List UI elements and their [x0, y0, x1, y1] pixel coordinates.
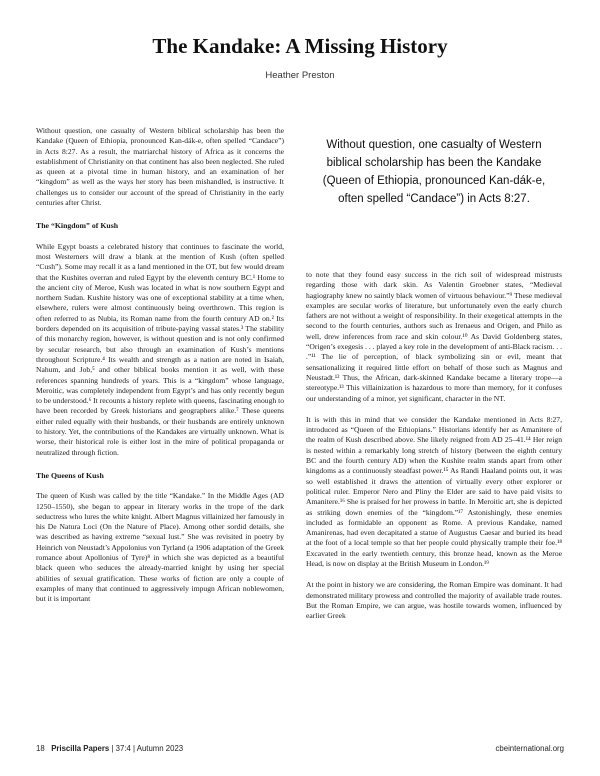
right-paragraph-1: to note that they found easy success in the rich soil of widespread mistrusts regarding those with dark skin. As Valentin Groebner states, “Medieval hagiography knew no saintly black women of virtuous behaviour.”⁹ These medieval examples are secular works of literature, but unfortunately even the early church fathers are not without a weight of responsibility. In their exegetical attempts in the second to the fourth centuries, authors such as Irenaeus and Origen, and Philo as well, drew inferences from race and skin colour.¹⁰ As David Goldenberg states, “Origen’s exegesis . . . played a key role in the development of anti-Black racism. . . .”¹¹ The lie of perception, of black symbolizing sin or evil, meant that sensationalizing it required little effort on behalf of those such as Magnus and Neustadt.¹² Thus, the African, dark-skinned Kandake became a literary trope—a stereotype.¹³ This villainization is hazardous to more than memory, for it confuses our understanding of a minor, yet significant, character in the NT.: [306, 270, 562, 403]
page-number: 18: [36, 744, 45, 753]
intro-paragraph: Without question, one casualty of Western biblical scholarship has been the Kandake (Queen of Ethiopia, pronounced Kan-dák-e, often spelled “Candace”) in Acts 8:27. As a result, the matriarchal history of Africa as it concerns the establishment of Christianity on that continent has also been neglected. She ruled as queen at a pivotal time in human history, and an examination of her “kingdom” as well as the ways her story has been mishandled, is instructive. It challenges us to consider our account of the spread of Christianity in the early centuries after Christ.: [36, 126, 284, 208]
kingdom-paragraph: While Egypt boasts a celebrated history that continues to fascinate the world, most Westerners will draw a blank at the mention of Kush (often spelled “Cush”). Some may recall it as a land mentioned in the OT, but few would dream that the Kushites overran and ruled Egypt by the eleventh century BC.¹ Home to the ancient city of Meroe, Kush was located in what is now southern Egypt and northern Sudan. Kushite history was one of exceptional stability at a time when, elsewhere, rulers were almost continuously being overthrown. This region is often referred to as Nubia, its Roman name from the fourth century AD on.² Its borders depended on its acquisition of tribute-paying vassal states.³ The stability of this monarchy region, however, is without question and is not only confirmed by secular research, but also through an examination of Kush’s mentions throughout Scripture.⁴ Its wealth and strength as a nation are noted in Isaiah, Nahum, and Job,⁵ and other biblical books mention it as well, with these references spanning hundreds of years. This is a “kingdom” whose language, Meroitic, was completely independent from Egypt’s and has only recently begun to be understood.⁶ It recounts a history replete with queens, fascinating enough to have been recorded by Greek historians and geographers alike.⁷ These queens either ruled equally with their husbands, or their husbands are entirely unknown to history. Yet, the contributions of the Kandakes are virtually unknown. What is worse, their historical role is either lost in the mire of political propaganda or neutralized through fiction.: [36, 241, 284, 457]
right-paragraph-2: It is with this in mind that we consider the Kandake mentioned in Acts 8:27, introduced as “Queen of the Ethiopians.” Historians identify her as Amanitere of the realm of Kush described above. She likely reigned from AD 25–41.¹⁴ Her reign is nested within a remarkably long stretch of history (between the eighth century BC and the fourth century AD) when the Kushite realm stands apart from other kingdoms as a continuously steadfast power.¹⁵ As Randi Haaland points out, it was so well established it draws the attention of virtually every other explorer or political ruler. Emperor Nero and Pliny the Elder are said to have paid visits to Amanitere.¹⁶ She is praised for her prowess in battle. In Meroitic art, she is depicted as striking down enemies of the “kingdom.”¹⁷ Astonishingly, these enemies included as formidable an opponent as Rome. A previous Kandake, named Amanirenas, had even decapitated a statue of Augustus Caesar and buried its head at the foot of a local temple so that her people could physically trample their foe.¹⁸ Excavated in the early twentieth century, this bronze head, known as the Meroe Head, is now on display at the British Museum in London.¹⁹: [306, 414, 562, 569]
section-heading-kingdom: The “Kingdom” of Kush: [36, 221, 119, 231]
section-heading-queens: The Queens of Kush: [36, 470, 104, 480]
article-title: The Kandake: A Missing History: [152, 34, 448, 58]
pull-quote: Without question, one casualty of Western biblical scholarship has been the Kandake (Queen of Ethiopia, pronounced Kan-dák-e, often spelled “Candace”) in Acts 8:27.: [322, 139, 546, 205]
left-column: [36, 126, 284, 615]
right-paragraph-3: At the point in history we are considering, the Roman Empire was dominant. It had demonstrated military prowess and controlled the majority of available trade routes. But the Roman Empire, we can argue, was hostile towards women, influenced by earlier Greek: [306, 580, 562, 621]
footer-left: [36, 744, 183, 753]
article-author: Heather Preston: [265, 70, 335, 81]
journal-issue: | 37:4 | Autumn 2023: [111, 744, 184, 753]
journal-name: Priscilla Papers: [51, 744, 110, 753]
footer-website[interactable]: cbeinternational.org: [495, 744, 564, 753]
queens-paragraph: The queen of Kush was called by the title “Kandake.” In the Middle Ages (AD 1250–1550), she began to appear in literary works in the trope of the dark seductress who lures the white knight. Albert Magnus villainized her famously in his De Natura Loci (On the Nature of Place). Among other sordid details, she was described as having extreme “sexual lust.” She was revisited in poetry by Heinrich von Neustadt’s Appolonius von Tyrland (a 1906 adaptation of the Greek romance about Apollonius of Tyre)⁸ in which she was depicted as a beautiful black queen who seduces the already-married knight by using her special abilities of sexual gratification. These works of fiction are only a couple of examples of many that continued to aggressively impugn African noblewomen, but it is important: [36, 491, 284, 604]
right-column: [306, 270, 562, 633]
